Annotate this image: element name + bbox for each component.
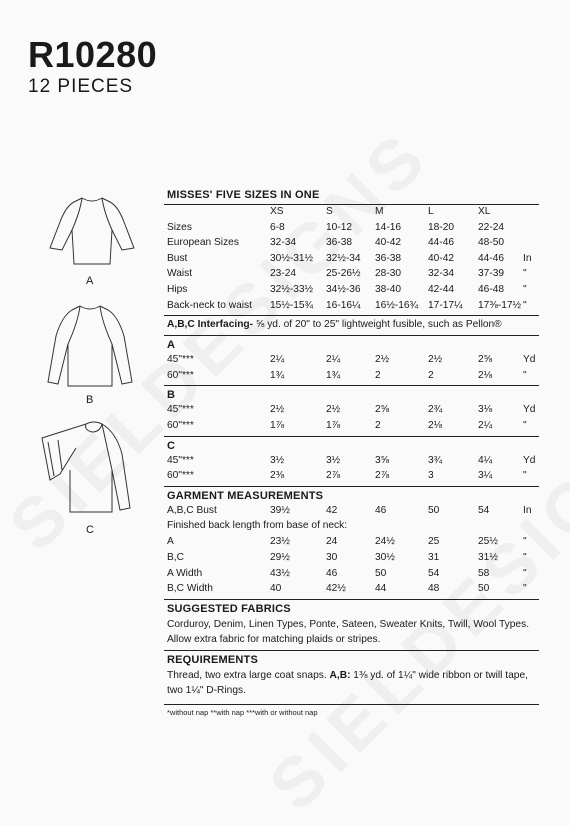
cell-value: 1⅞ (270, 419, 285, 431)
size-label: L (428, 206, 434, 217)
table-row (164, 369, 539, 385)
cell-value: 28-30 (375, 268, 402, 280)
requirements-line: two 1¼" D-Rings. (167, 684, 246, 696)
requirements-line (164, 668, 539, 683)
cell-value: 44 (375, 583, 387, 595)
cell-value: 2½ (326, 404, 341, 416)
cell-value: 34½-36 (326, 283, 361, 295)
cell-value: 3⅛ (478, 404, 493, 416)
requirements-text: Thread, two extra large coat snaps. (167, 669, 330, 681)
size-chart (164, 186, 539, 717)
cell-value: 40-42 (375, 237, 402, 249)
cell-value: 17-17¼ (428, 299, 463, 311)
cell-value: 48-50 (478, 237, 505, 249)
table-row (164, 353, 539, 369)
row-label: Sizes (167, 221, 192, 233)
table-row (164, 236, 539, 252)
unit: In (523, 252, 532, 264)
row-label: A,B,C Bust (167, 504, 217, 516)
cell-value: 32½-34 (326, 252, 361, 264)
cell-value: 50 (478, 583, 490, 595)
garment-rows (164, 535, 539, 597)
cell-value: 3 (428, 470, 434, 482)
unit: " (523, 551, 527, 563)
row-label: 45"*** (167, 404, 194, 416)
cell-value: 2¼ (478, 419, 493, 431)
body-measurements (164, 221, 539, 315)
cell-value: 6-8 (270, 221, 285, 233)
cell-value: 30 (326, 551, 338, 563)
unit: Yd (523, 354, 536, 366)
fabrics-title: SUGGESTED FABRICS (167, 602, 291, 615)
cell-value: 2⅛ (478, 369, 493, 381)
table-row (164, 454, 539, 470)
cell-value: 2½ (270, 404, 285, 416)
unit: Yd (523, 454, 536, 466)
chart-title: MISSES' FIVE SIZES IN ONE (167, 189, 320, 201)
interfacing-label: A,B,C Interfacing- (167, 319, 254, 331)
table-row (164, 419, 539, 435)
size-label: XS (270, 206, 284, 217)
cell-value: 2⅝ (375, 404, 390, 416)
cell-value: 17⅜-17½ (478, 299, 522, 311)
garment-bust-row (164, 504, 539, 520)
table-row (164, 567, 539, 583)
cell-value: 31 (428, 551, 440, 563)
row-label: Hips (167, 283, 188, 295)
row-label: 60"*** (167, 369, 194, 381)
cell-value: 14-16 (375, 221, 402, 233)
requirements-title: REQUIREMENTS (167, 653, 259, 666)
cell-value: 15½-15¾ (270, 299, 314, 311)
cell-value: 2 (375, 369, 381, 381)
cell-value: 2¼ (326, 354, 341, 366)
cell-value: 3⅝ (375, 454, 390, 466)
table-row (164, 403, 539, 419)
cell-value: 18-20 (428, 221, 455, 233)
view-heading: C (167, 439, 176, 452)
row-label: 45"*** (167, 354, 194, 366)
size-header-row (164, 205, 539, 221)
table-row (164, 221, 539, 237)
cell-value: 3¼ (478, 470, 493, 482)
fabrics-line: Corduroy, Denim, Linen Types, Ponte, Sateen, Sweater Knits, Twill, Wool Types. (167, 618, 530, 630)
cell-value: 29½ (270, 551, 290, 563)
cell-value: 3½ (326, 454, 341, 466)
unit: Yd (523, 404, 536, 416)
size-label: M (375, 206, 384, 217)
yardage-sections (164, 335, 539, 485)
row-label: A (167, 536, 174, 548)
view-a-illustration (44, 192, 140, 270)
cell-value: 2⅜ (270, 470, 285, 482)
cell-value: 2 (375, 419, 381, 431)
cell-value: 39½ (270, 504, 290, 516)
cell-value: 16-16¼ (326, 299, 361, 311)
cell-value: 2⅞ (326, 470, 341, 482)
unit: " (523, 470, 527, 482)
unit: " (523, 583, 527, 595)
table-row (164, 551, 539, 567)
cell-value: 31½ (478, 551, 498, 563)
cell-value: 36-38 (326, 237, 353, 249)
unit: " (523, 268, 527, 280)
size-label: XL (478, 206, 491, 217)
cell-value: 2½ (375, 354, 390, 366)
cell-value: 25-26½ (326, 268, 361, 280)
unit: " (523, 567, 527, 579)
cell-value: 36-38 (375, 252, 402, 264)
cell-value: 1¾ (326, 369, 341, 381)
cell-value: 43½ (270, 567, 290, 579)
cell-value: 2⅛ (428, 419, 443, 431)
cell-value: 42-44 (428, 283, 455, 295)
cell-value: 42½ (326, 583, 346, 595)
cell-value: 16½-16¾ (375, 299, 419, 311)
cell-value: 25 (428, 536, 440, 548)
row-label: A Width (167, 567, 203, 579)
cell-value: 1⅞ (326, 419, 341, 431)
cell-value: 54 (428, 567, 440, 579)
cell-value: 32½-33½ (270, 283, 314, 295)
cell-value: 22-24 (478, 221, 505, 233)
table-row (164, 283, 539, 299)
table-row (164, 252, 539, 268)
unit: " (523, 536, 527, 548)
cell-value: 1¾ (270, 369, 285, 381)
view-c-label: C (86, 524, 94, 536)
requirements-views: A,B: (329, 669, 351, 681)
row-label: European Sizes (167, 237, 239, 249)
cell-value: 23-24 (270, 268, 297, 280)
view-b-label: B (86, 394, 94, 406)
cell-value: 2⅝ (478, 354, 493, 366)
row-label: 60"*** (167, 419, 194, 431)
cell-value: 44-46 (478, 252, 505, 264)
table-row (164, 267, 539, 283)
cell-value: 2¾ (428, 404, 443, 416)
interfacing-note (164, 316, 539, 334)
piece-count: 12 PIECES (28, 76, 134, 97)
cell-value: 37-39 (478, 268, 505, 280)
unit: " (523, 299, 527, 311)
table-row (164, 535, 539, 551)
cell-value: 40-42 (428, 252, 455, 264)
back-length-note: Finished back length from base of neck: (167, 520, 348, 532)
cell-value: 54 (478, 504, 490, 516)
unit: In (523, 504, 532, 516)
view-a-label: A (86, 275, 94, 287)
row-label: 45"*** (167, 454, 194, 466)
unit: " (523, 283, 527, 295)
cell-value: 24 (326, 536, 338, 548)
cell-value: 42 (326, 504, 338, 516)
cell-value: 10-12 (326, 221, 353, 233)
row-label: 60"*** (167, 470, 194, 482)
cell-value: 44-46 (428, 237, 455, 249)
view-c-illustration (36, 418, 146, 516)
footnotes: *without nap **with nap ***with or without nap (167, 707, 318, 717)
view-heading: A (167, 339, 176, 352)
cell-value: 46-48 (478, 283, 505, 295)
cell-value: 46 (326, 567, 338, 579)
cell-value: 48 (428, 583, 440, 595)
row-label: Waist (167, 268, 193, 280)
cell-value: 50 (428, 504, 440, 516)
cell-value: 3¾ (428, 454, 443, 466)
cell-value: 4¼ (478, 454, 493, 466)
cell-value: 2⅞ (375, 470, 390, 482)
table-row (164, 582, 539, 598)
cell-value: 3½ (270, 454, 285, 466)
view-b-illustration (40, 300, 140, 390)
table-row (164, 299, 539, 315)
cell-value: 2¼ (270, 354, 285, 366)
cell-value: 58 (478, 567, 490, 579)
cell-value: 46 (375, 504, 387, 516)
row-label: Bust (167, 252, 188, 264)
row-label: B,C (167, 551, 184, 563)
interfacing-text: ⅝ yd. of 20" to 25" lightweight fusible, such as Pellon® (253, 319, 502, 331)
cell-value: 40 (270, 583, 282, 595)
cell-value: 30½ (375, 551, 395, 563)
table-row (164, 469, 539, 485)
cell-value: 25½ (478, 536, 498, 548)
cell-value: 32-34 (428, 268, 455, 280)
requirements-text: 1⅜ yd. of 1¼" wide ribbon or twill tape, (350, 669, 528, 681)
row-label: B,C Width (167, 583, 213, 595)
cell-value: 38-40 (375, 283, 402, 295)
size-label: S (326, 206, 333, 217)
cell-value: 2½ (428, 354, 443, 366)
cell-value: 30½-31½ (270, 252, 314, 264)
view-heading: B (167, 389, 176, 402)
cell-value: 50 (375, 567, 387, 579)
unit: " (523, 419, 527, 431)
unit: " (523, 369, 527, 381)
row-label: Back-neck to waist (167, 299, 252, 311)
pattern-number: R10280 (28, 34, 158, 75)
cell-value: 24½ (375, 536, 395, 548)
garment-title: GARMENT MEASUREMENTS (167, 489, 324, 502)
fabrics-line: Allow extra fabric for matching plaids or stripes. (167, 633, 381, 645)
cell-value: 32-34 (270, 237, 297, 249)
cell-value: 2 (428, 369, 434, 381)
cell-value: 23½ (270, 536, 290, 548)
